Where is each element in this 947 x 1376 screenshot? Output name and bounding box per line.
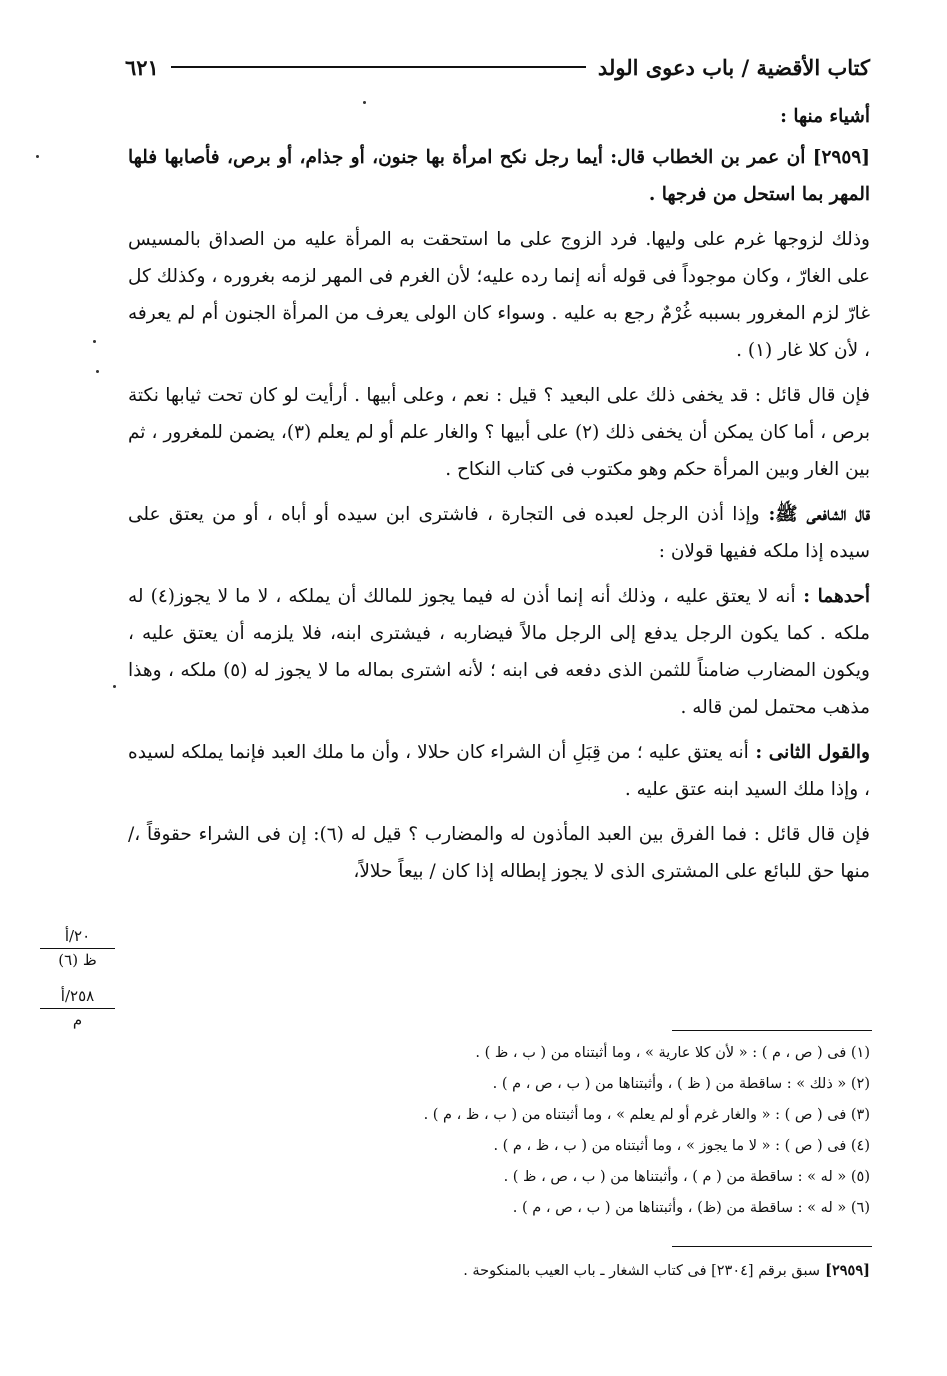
scan-speck	[113, 685, 116, 688]
hadith-text: أن عمر بن الخطاب قال: أيما رجل نكح امرأة بها جنون، أو جذام، أو برص، فأصابها فلها المهر بما استحل من فرجها .	[128, 147, 870, 205]
paragraph-objection	[128, 377, 870, 488]
margin-note-folio: ٢٥٨/أ	[40, 985, 115, 1009]
paragraph-lead: قال الشافعى ﷺ:	[759, 504, 870, 525]
main-text	[128, 98, 870, 898]
margin-note-manuscript-z	[40, 925, 115, 971]
source-note-text: سبق برقم [٢٣٠٤] فى كتاب الشغار ـ باب العيب بالمنكوحة .	[463, 1263, 821, 1279]
paragraph-text: وإذا أذن الرجل لعبده فى التجارة ، فاشترى ابن سيده أو أباه ، أو من يعتق على سيده إذا ملكه ففيها قولان :	[128, 504, 870, 562]
scan-speck	[96, 370, 99, 373]
source-note	[300, 1256, 870, 1286]
margin-note-folio: ٢٠/أ	[40, 925, 115, 949]
paragraph-second-opinion	[128, 734, 870, 808]
paragraph-first-opinion	[128, 578, 870, 726]
footnote-6: (٦) « له » : ساقطة من (ظ) ، وأثبتناها من ( ب ، ص ، م ) .	[512, 1200, 870, 1216]
scan-speck	[93, 340, 96, 343]
margin-note-siglum: ظ (٦)	[58, 951, 97, 969]
paragraph-lead: أحدهما :	[795, 586, 870, 607]
footnote-4: (٤) فى ( ص ) : « لا ما يجوز » ، وما أثبتناه من ( ب ، ظ ، م ) .	[493, 1138, 870, 1154]
footnote-3: (٣) فى ( ص ) : « والغار غرم أو لم يعلم » ، وما أثبتناه من ( ب ، ظ ، م ) .	[423, 1107, 870, 1123]
paragraph-intro	[128, 98, 870, 135]
paragraph-text: أنه يعتق عليه ؛ من قِبَلِ أن الشراء كان حلالا ، وأن ما ملك العبد فإنما يملكه لسيده ، وإذا ملك السيد ابنه عتق عليه .	[128, 742, 870, 800]
running-header	[125, 50, 870, 84]
margin-note-manuscript-m	[40, 985, 115, 1031]
paragraph-text: فإن قال قائل : قد يخفى ذلك على البعيد ؟ قيل : نعم ، وعلى أبيها . أرأيت لو كان تحت ثيابها نكتة برص ، أما كان يمكن أن يخفى ذلك (٢) على أبيها ؟ والغار علم أو لم يعلم (٣)، يضمن للمغرور ، ثم بين الغار وبين المرأة حكم وهو مكتوب فى كتاب النكاح .	[128, 385, 870, 480]
footnote-2: (٢) « ذلك » : ساقطة من ( ظ ) ، وأثبتناها من ( ب ، ص ، م ) .	[492, 1076, 870, 1092]
paragraph-text: فإن قال قائل : فما الفرق بين العبد المأذون له والمضارب ؟ قيل له (٦): إن فى الشراء حقوقاً ،/منها حق للبائع على المشترى الذى لا يجوز إبطاله إذا كان / بيعاً حلالاً،	[128, 824, 870, 882]
footnotes	[300, 1038, 870, 1224]
paragraph-shafii	[128, 496, 870, 570]
intro-text: أشياء منها :	[780, 106, 870, 127]
scan-speck	[36, 155, 39, 158]
footnote-1: (١) فى ( ص ، م ) : « لأن كلا عارية » ، وما أثبتناه من ( ب ، ظ ) .	[475, 1045, 870, 1061]
paragraph-difference	[128, 816, 870, 890]
paragraph-hadith	[128, 139, 870, 213]
margin-note-siglum: م	[72, 1011, 83, 1029]
paragraph-lead: والقول الثانى :	[748, 742, 870, 763]
hadith-number: [٢٩٥٩]	[805, 147, 870, 168]
footnote-5: (٥) « له » : ساقطة من ( م ) ، وأثبتناها من ( ب ، ص ، ظ ) .	[503, 1169, 870, 1185]
chapter-title: كتاب الأقضية / باب دعوى الولد	[597, 54, 870, 80]
source-note-number: [٢٩٥٩]	[820, 1262, 870, 1279]
header-rule	[171, 66, 586, 68]
source-note-rule	[672, 1246, 872, 1247]
paragraph-commentary	[128, 221, 870, 369]
paragraph-text: وذلك لزوجها غرم على وليها. فرد الزوج على ما استحقت به المرأة عليه من الصداق بالمسيس على الغارّ ، وكان موجوداً فى قوله أنه إنما رده عليه؛ لأن الغرم فى المهر لزمه بغروره ، وكذلك كل غارّ لزم المغرور بسببه غُرْمٌ رجع به عليه . وسواء كان الولى يعرف من المرأة الجنون أم لم يعرفه ، لأن كلا غار (١) .	[128, 229, 870, 361]
scan-speck	[363, 101, 366, 104]
page-number: ٦٢١	[125, 54, 159, 80]
paragraph-text: أنه لا يعتق عليه ، وذلك أنه إنما أذن له فيما يجوز للمالك أن يملكه ، لا ما لا يجوز(٤) له ملكه . كما يكون الرجل يدفع إلى الرجل مالاً فيضاربه ، فيشترى ابنه، فلا يلزمه أن يعتق عليه ، ويكون المضارب ضامناً للثمن الذى دفعه فى ابنه ؛ لأنه اشترى بماله ما لا يجوز له (٥) ملكه ، وهذا مذهب محتمل لمن قاله .	[128, 586, 870, 718]
footnote-rule	[672, 1030, 872, 1031]
